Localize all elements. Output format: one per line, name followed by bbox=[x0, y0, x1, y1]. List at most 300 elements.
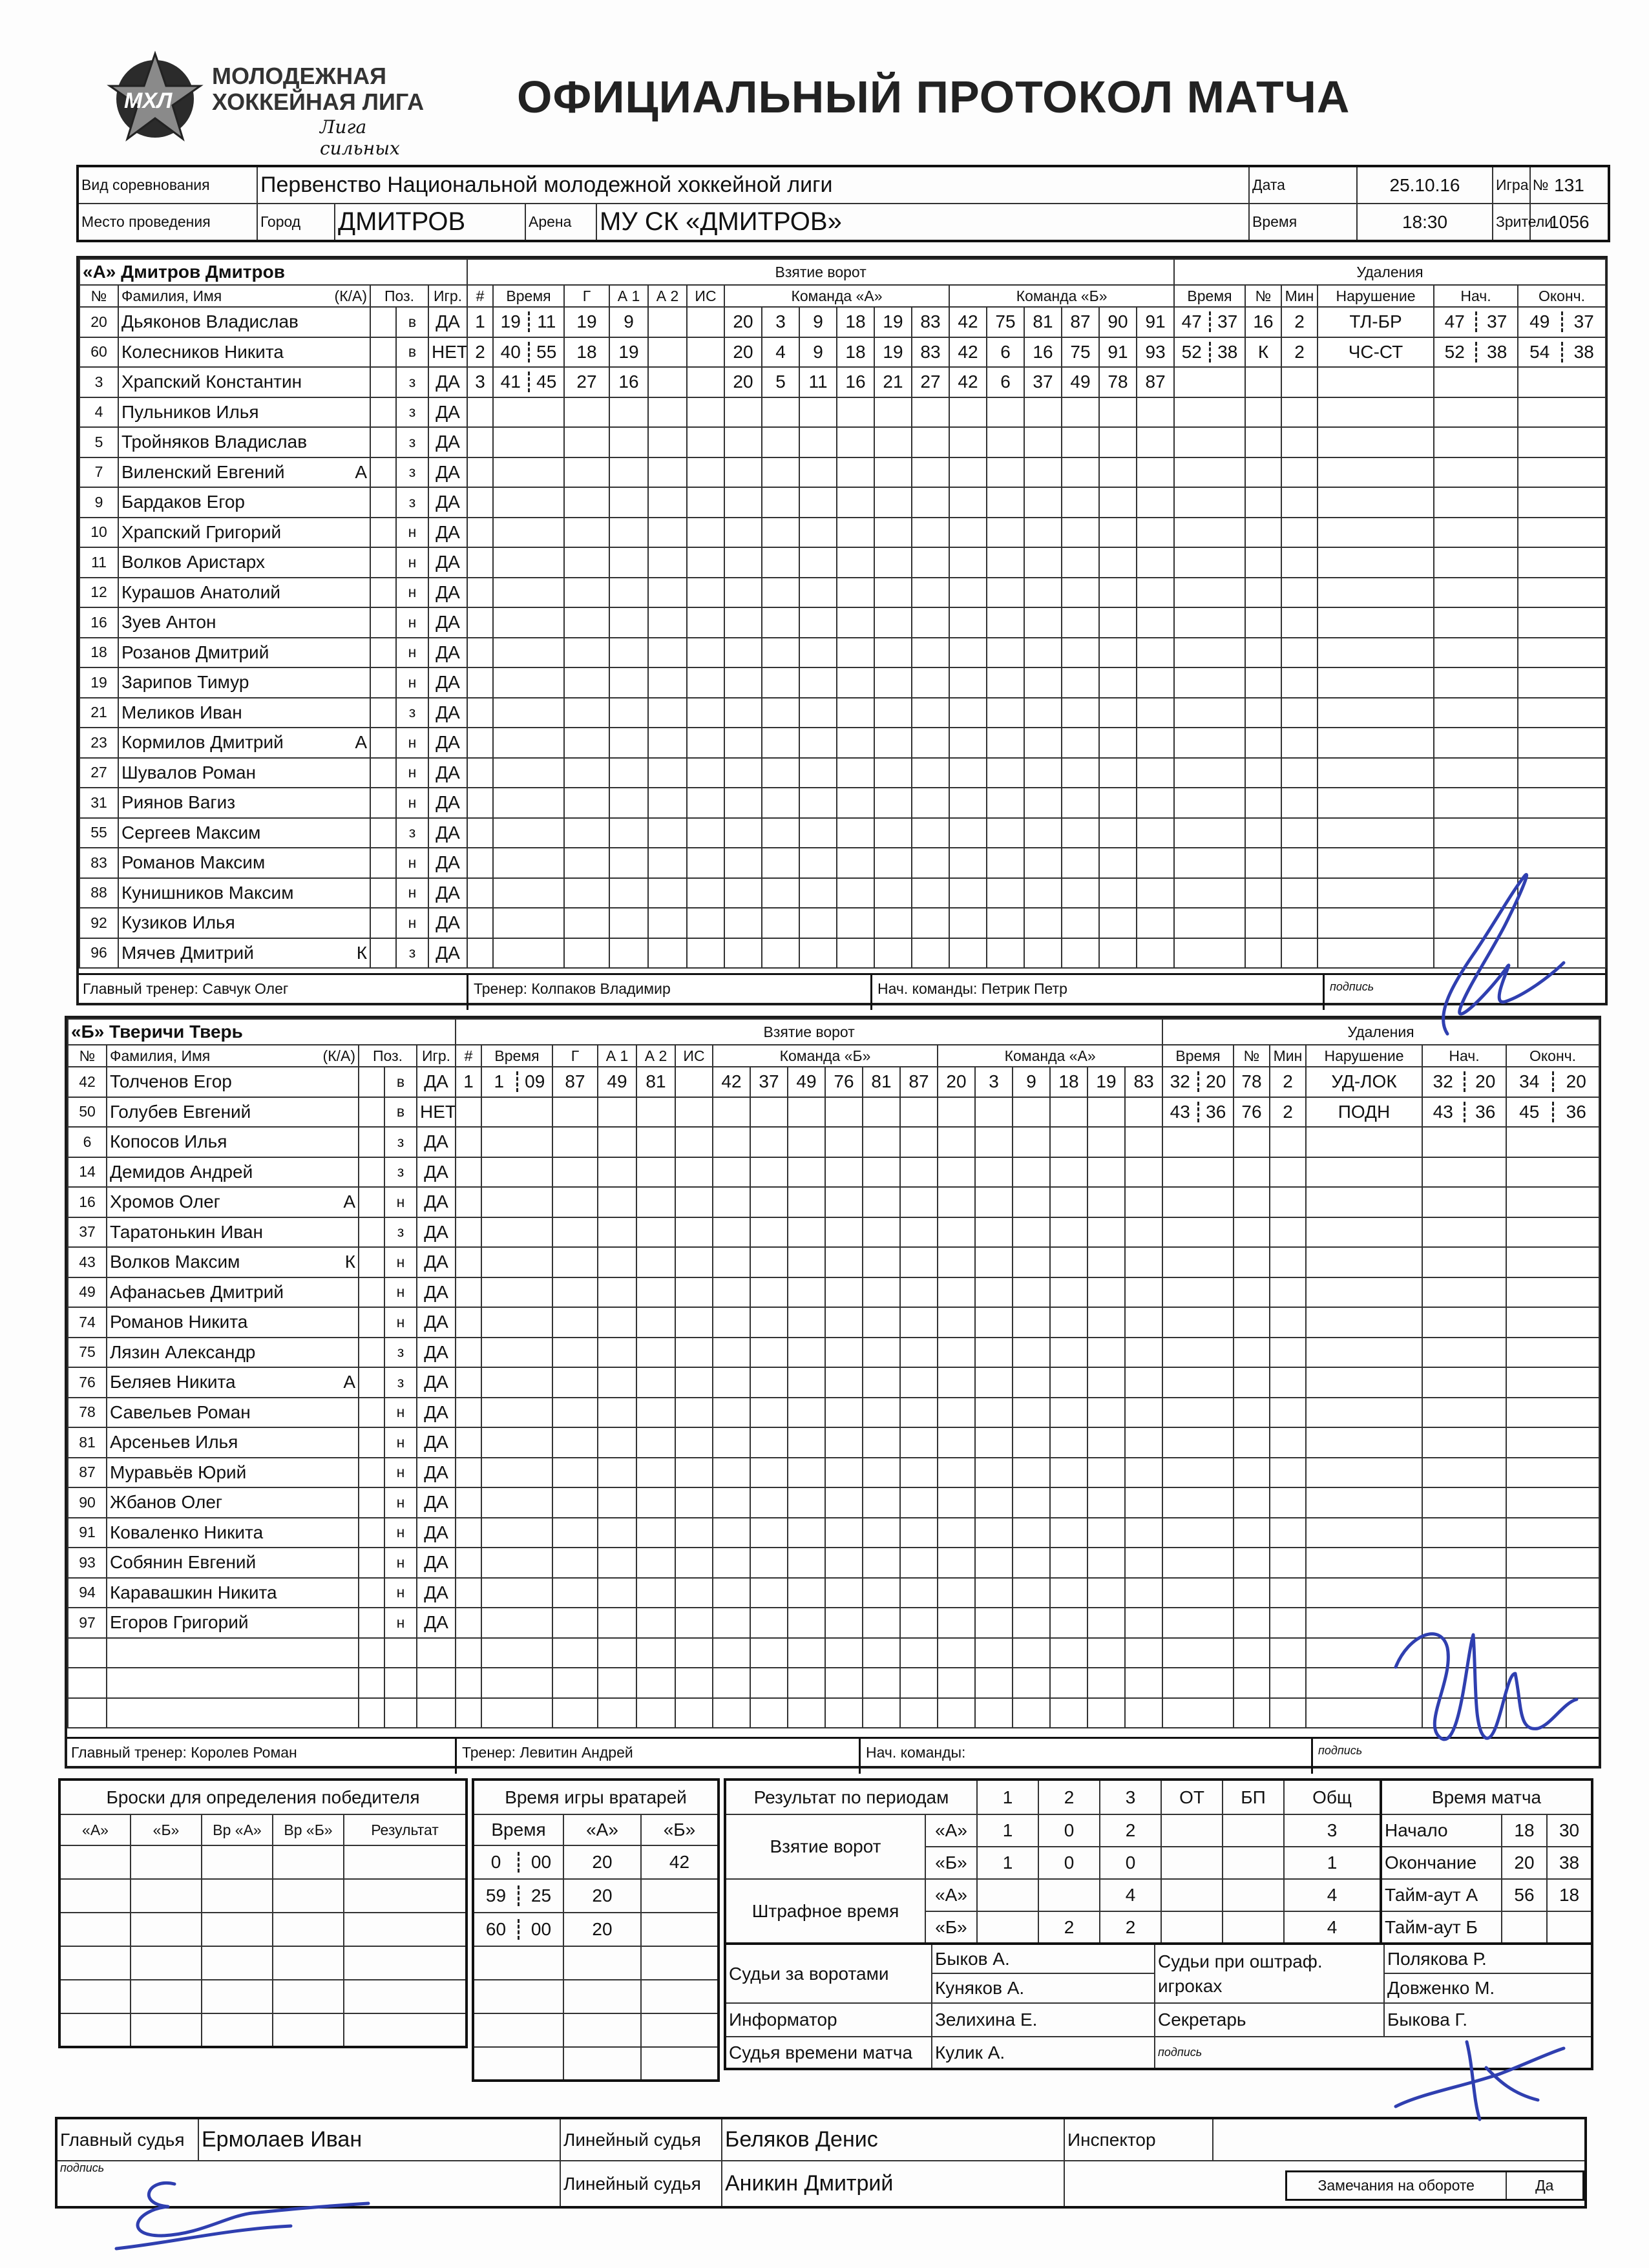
goal-own-player bbox=[799, 848, 837, 878]
goal-row bbox=[467, 578, 1174, 608]
player-played: ДА bbox=[417, 1157, 456, 1188]
goal-own-player bbox=[863, 1157, 900, 1188]
summary-section bbox=[58, 1778, 1591, 2101]
match-time-label: Окончание bbox=[1381, 1847, 1502, 1879]
goal-row bbox=[456, 1307, 1162, 1338]
player-name-text: Жбанов Олег bbox=[110, 1492, 223, 1513]
goal-opp-player bbox=[975, 1548, 1013, 1578]
player-played: ДА bbox=[428, 578, 467, 608]
player-name bbox=[118, 698, 370, 728]
player-name-text: Кунишников Максим bbox=[121, 882, 294, 903]
goal-own-player bbox=[874, 667, 912, 698]
col-pen-min: Мин bbox=[1281, 285, 1318, 307]
goal-is bbox=[675, 1247, 713, 1277]
player-position: н bbox=[384, 1247, 417, 1277]
player-number: 55 bbox=[79, 818, 118, 848]
penalties-title: Удаления bbox=[1162, 1019, 1599, 1045]
penalty-start bbox=[1434, 367, 1518, 397]
goal-assist1 bbox=[598, 1307, 636, 1338]
penalty-time bbox=[1162, 1217, 1234, 1248]
penalty-player bbox=[1234, 1307, 1270, 1338]
goal-assist1 bbox=[609, 728, 648, 758]
goal-row bbox=[456, 1157, 1162, 1188]
spacer bbox=[359, 1338, 384, 1368]
goal-own-player bbox=[713, 1578, 750, 1608]
goal-own-player bbox=[863, 1307, 900, 1338]
goal-own-player bbox=[863, 1338, 900, 1368]
penalty-time bbox=[1162, 1307, 1234, 1338]
penalty-minutes bbox=[1270, 1638, 1306, 1668]
penalty-player bbox=[1234, 1247, 1270, 1277]
logo-line1: МОЛОДЕЖНАЯ bbox=[212, 63, 386, 89]
col-is: ИС bbox=[687, 285, 724, 307]
col-assist2: А 2 bbox=[636, 1045, 675, 1067]
period-value: 2 bbox=[1038, 1911, 1100, 1944]
penalty-time bbox=[1174, 367, 1245, 397]
period-head: ОТ bbox=[1161, 1780, 1223, 1814]
player-played: ДА bbox=[417, 1518, 456, 1548]
penalty-violation bbox=[1306, 1518, 1422, 1548]
goal-row bbox=[467, 518, 1174, 548]
goal-own-player bbox=[837, 607, 874, 638]
goal-opp-player bbox=[938, 1127, 975, 1157]
penalty-violation bbox=[1318, 518, 1434, 548]
goal-opp-player bbox=[1137, 638, 1174, 668]
player-position: з bbox=[396, 397, 428, 428]
spacer bbox=[370, 638, 396, 668]
player-number: 88 bbox=[79, 878, 118, 908]
goal-own-player bbox=[750, 1217, 788, 1248]
goalie-time bbox=[473, 1946, 563, 1980]
penalty-time bbox=[1174, 487, 1245, 518]
team-a-signature bbox=[1357, 853, 1570, 1047]
penalty-row bbox=[1174, 638, 1606, 668]
goal-opp-player bbox=[938, 1608, 975, 1638]
player-name-text: Арсеньев Илья bbox=[110, 1432, 238, 1453]
penalty-minutes bbox=[1281, 607, 1318, 638]
roster-row bbox=[68, 1127, 456, 1157]
goal-own-player bbox=[788, 1398, 825, 1428]
goal-opp-player bbox=[1099, 818, 1137, 848]
goal-is bbox=[687, 547, 724, 578]
player-position: з bbox=[396, 698, 428, 728]
goal-assist2 bbox=[648, 367, 687, 397]
goal-own-player bbox=[799, 818, 837, 848]
goal-is bbox=[675, 1608, 713, 1638]
goal-own-player bbox=[837, 758, 874, 788]
goalie-time bbox=[473, 2013, 563, 2047]
goals-title: Взятие ворот bbox=[456, 1019, 1162, 1045]
match-info-table bbox=[76, 165, 1610, 242]
goal-time bbox=[493, 758, 564, 788]
goal-own-player bbox=[863, 1608, 900, 1638]
player-name-text: Беляев Никита bbox=[110, 1372, 236, 1392]
penalty-player bbox=[1245, 427, 1281, 457]
penalty-row bbox=[1174, 788, 1606, 818]
goal-assist1: 9 bbox=[609, 307, 648, 337]
player-name bbox=[118, 547, 370, 578]
goal-opp-player: 37 bbox=[1024, 367, 1062, 397]
spacer bbox=[370, 667, 396, 698]
goal-opp-player bbox=[949, 848, 987, 878]
penalty-player bbox=[1234, 1458, 1270, 1488]
goal-own-player bbox=[762, 698, 799, 728]
player-number bbox=[68, 1638, 107, 1668]
penalty-start: 32 20 bbox=[1422, 1067, 1506, 1097]
penalty-end bbox=[1518, 457, 1606, 488]
goal-opp-player bbox=[975, 1127, 1013, 1157]
penalty-start bbox=[1434, 487, 1518, 518]
penalty-violation bbox=[1318, 698, 1434, 728]
goal-opp-player bbox=[938, 1578, 975, 1608]
goal-assist1 bbox=[609, 397, 648, 428]
penalty-end bbox=[1506, 1187, 1599, 1217]
player-number: 11 bbox=[79, 547, 118, 578]
player-number: 18 bbox=[79, 638, 118, 668]
goal-row bbox=[456, 1578, 1162, 1608]
player-name-text: Меликов Иван bbox=[121, 702, 242, 722]
penalty-player bbox=[1245, 457, 1281, 488]
goal-opp-player bbox=[1062, 457, 1099, 488]
goal-is bbox=[687, 848, 724, 878]
goal-opp-player bbox=[1125, 1398, 1162, 1428]
goal-own-player bbox=[762, 397, 799, 428]
goal-own-player bbox=[762, 487, 799, 518]
goal-own-player bbox=[912, 638, 949, 668]
player-name-text: Романов Максим bbox=[121, 852, 266, 873]
penalty-start bbox=[1422, 1427, 1506, 1458]
goal-opp-player bbox=[949, 908, 987, 938]
goal-number bbox=[456, 1668, 481, 1698]
period-value bbox=[1161, 1847, 1223, 1879]
goal-own-player bbox=[825, 1217, 863, 1248]
game-label: Игра № bbox=[1493, 166, 1530, 204]
goal-number bbox=[467, 457, 493, 488]
goal-own-player bbox=[788, 1307, 825, 1338]
goal-opp-player bbox=[1137, 457, 1174, 488]
goal-opp-player bbox=[1062, 848, 1099, 878]
goal-is bbox=[675, 1157, 713, 1188]
goal-opp-player bbox=[1137, 818, 1174, 848]
penalty-end bbox=[1518, 758, 1606, 788]
goal-opp-player bbox=[1062, 607, 1099, 638]
spacer bbox=[359, 1518, 384, 1548]
goalie-time bbox=[473, 1980, 563, 2013]
goal-own-player bbox=[912, 607, 949, 638]
player-name bbox=[107, 1097, 359, 1128]
goal-own-player bbox=[713, 1097, 750, 1128]
remarks-table bbox=[1285, 2170, 1584, 2201]
penalty-violation bbox=[1306, 1217, 1422, 1248]
period-value: 3 bbox=[1284, 1814, 1381, 1847]
penalty-start bbox=[1422, 1487, 1506, 1518]
goal-opp-player bbox=[1087, 1277, 1125, 1308]
penalty-time bbox=[1174, 667, 1245, 698]
goal-opp-player bbox=[1087, 1247, 1125, 1277]
goal-row bbox=[467, 938, 1174, 969]
goal-opp-player bbox=[1099, 878, 1137, 908]
goal-own-player bbox=[762, 758, 799, 788]
goal-opp-player: 90 bbox=[1099, 307, 1137, 337]
player-played: ДА bbox=[417, 1458, 456, 1488]
goal-is bbox=[675, 1698, 713, 1728]
goal-own-player bbox=[788, 1277, 825, 1308]
player-name-text: Шувалов Роман bbox=[121, 762, 256, 782]
goal-number bbox=[467, 758, 493, 788]
penalty-player bbox=[1245, 367, 1281, 397]
goalie-b bbox=[641, 1913, 719, 1946]
goal-opp-player bbox=[1013, 1097, 1050, 1128]
goal-row bbox=[456, 1518, 1162, 1548]
period-value bbox=[1223, 1847, 1284, 1879]
penalty-player bbox=[1234, 1127, 1270, 1157]
roster-row bbox=[79, 698, 467, 728]
roster-row bbox=[68, 1578, 456, 1608]
goal-opp-player bbox=[1024, 938, 1062, 969]
goal-time bbox=[481, 1638, 552, 1668]
goal-assist1 bbox=[598, 1367, 636, 1398]
goal-assist2 bbox=[648, 487, 687, 518]
goal-opp-player bbox=[949, 698, 987, 728]
goal-time bbox=[481, 1217, 552, 1248]
penalty-end bbox=[1506, 1398, 1599, 1428]
goal-assist1 bbox=[609, 547, 648, 578]
goal-own-player bbox=[724, 848, 762, 878]
goal-opp-player bbox=[1137, 607, 1174, 638]
penalty-minutes bbox=[1270, 1458, 1306, 1488]
goal-own-player bbox=[825, 1638, 863, 1668]
goal-own-player bbox=[799, 547, 837, 578]
goal-own-player bbox=[750, 1487, 788, 1518]
penalty-violation bbox=[1306, 1247, 1422, 1277]
player-played: ДА bbox=[417, 1247, 456, 1277]
goal-opp-player bbox=[1125, 1578, 1162, 1608]
goal-assist2 bbox=[636, 1277, 675, 1308]
penalty-row bbox=[1162, 1307, 1599, 1338]
goal-opp-player: 9 bbox=[1013, 1067, 1050, 1097]
goal-own-player bbox=[912, 667, 949, 698]
spectators-label: Зрители bbox=[1493, 204, 1530, 241]
goal-scorer bbox=[552, 1398, 598, 1428]
goal-opp-player bbox=[1125, 1608, 1162, 1638]
goal-row bbox=[456, 1548, 1162, 1578]
goal-opp-player bbox=[975, 1578, 1013, 1608]
player-name bbox=[107, 1578, 359, 1608]
goal-own-player bbox=[799, 487, 837, 518]
player-number: 20 bbox=[79, 307, 118, 337]
goal-own-player bbox=[874, 908, 912, 938]
goal-opp-player bbox=[1062, 818, 1099, 848]
goal-own-player bbox=[863, 1427, 900, 1458]
player-played: ДА bbox=[428, 667, 467, 698]
goal-own-player bbox=[799, 698, 837, 728]
player-played: ДА bbox=[417, 1487, 456, 1518]
player-name-text: Дьяконов Владислав bbox=[121, 311, 299, 332]
period-team: «А» bbox=[925, 1814, 977, 1847]
penalty-start bbox=[1434, 397, 1518, 428]
penalty-player bbox=[1234, 1608, 1270, 1638]
goal-number bbox=[456, 1247, 481, 1277]
goal-own-player bbox=[912, 518, 949, 548]
player-name bbox=[107, 1487, 359, 1518]
goal-own-player bbox=[713, 1458, 750, 1488]
spacer bbox=[359, 1668, 384, 1698]
goal-own-player bbox=[799, 607, 837, 638]
goal-opp-player bbox=[1062, 518, 1099, 548]
goal-own-player bbox=[863, 1097, 900, 1128]
goal-own-player bbox=[713, 1217, 750, 1248]
penalty-start bbox=[1422, 1247, 1506, 1277]
period-head: БП bbox=[1223, 1780, 1284, 1814]
goal-opp-player bbox=[987, 728, 1024, 758]
goal-opp-player bbox=[938, 1187, 975, 1217]
goal-own-player bbox=[837, 878, 874, 908]
player-position bbox=[384, 1638, 417, 1668]
player-played: ДА bbox=[428, 307, 467, 337]
player-played: НЕТ bbox=[428, 337, 467, 368]
player-position: н bbox=[396, 758, 428, 788]
col-assist1: А 1 bbox=[609, 285, 648, 307]
penalty-row bbox=[1162, 1487, 1599, 1518]
player-number: 76 bbox=[68, 1367, 107, 1398]
goalie-time: 60 00 bbox=[473, 1913, 563, 1946]
player-name bbox=[118, 788, 370, 818]
goal-own-player bbox=[825, 1518, 863, 1548]
penalty-violation bbox=[1318, 487, 1434, 518]
goal-own-player bbox=[799, 908, 837, 938]
goal-own-player bbox=[863, 1277, 900, 1308]
match-time-hours: 20 bbox=[1502, 1847, 1547, 1879]
goal-assist1 bbox=[598, 1518, 636, 1548]
period-team: «Б» bbox=[925, 1911, 977, 1944]
penalty-player bbox=[1234, 1518, 1270, 1548]
penalty-minutes bbox=[1281, 908, 1318, 938]
goal-row bbox=[456, 1338, 1162, 1368]
player-played: ДА bbox=[417, 1367, 456, 1398]
player-played: ДА bbox=[417, 1578, 456, 1608]
penalty-start bbox=[1422, 1458, 1506, 1488]
goal-time bbox=[493, 938, 564, 969]
penalty-row bbox=[1162, 1187, 1599, 1217]
spacer bbox=[359, 1067, 384, 1097]
goal-opp-player bbox=[1125, 1187, 1162, 1217]
player-number: 4 bbox=[79, 397, 118, 428]
penalty-player bbox=[1245, 758, 1281, 788]
goal-own-player bbox=[912, 818, 949, 848]
goal-own-player bbox=[825, 1668, 863, 1698]
goalie-row bbox=[473, 1913, 719, 1946]
penalty-player bbox=[1245, 397, 1281, 428]
goalie-row bbox=[473, 2047, 719, 2081]
goal-time bbox=[481, 1338, 552, 1368]
goal-time bbox=[493, 487, 564, 518]
goal-scorer bbox=[552, 1367, 598, 1398]
goal-own-player bbox=[900, 1307, 938, 1338]
line-referee-1-label: Линейный судья bbox=[560, 2118, 722, 2161]
goal-scorer bbox=[564, 457, 609, 488]
spacer bbox=[370, 457, 396, 488]
player-name-text: Виленский Евгений bbox=[121, 461, 285, 482]
goal-opp-player bbox=[1062, 667, 1099, 698]
spacer bbox=[370, 908, 396, 938]
player-played: ДА bbox=[428, 728, 467, 758]
spacer bbox=[359, 1277, 384, 1308]
goal-assist1 bbox=[598, 1187, 636, 1217]
player-role: А bbox=[343, 1192, 355, 1212]
goal-own-player: 37 bbox=[750, 1067, 788, 1097]
competition-label: Вид соревнования bbox=[78, 166, 257, 204]
goal-assist1 bbox=[609, 427, 648, 457]
penalty-violation bbox=[1318, 728, 1434, 758]
goal-own-player bbox=[900, 1608, 938, 1638]
penalty-row bbox=[1162, 1157, 1599, 1188]
goal-row bbox=[467, 427, 1174, 457]
goal-opp-player bbox=[1024, 667, 1062, 698]
goal-number bbox=[456, 1217, 481, 1248]
player-name bbox=[118, 518, 370, 548]
team-b-roster bbox=[67, 1018, 455, 1728]
player-number: 23 bbox=[79, 728, 118, 758]
timekeeper-label: Судья времени матча bbox=[725, 2037, 932, 2069]
goal-own-player bbox=[863, 1398, 900, 1428]
goal-row bbox=[456, 1367, 1162, 1398]
logo-badge: МХЛ bbox=[124, 89, 173, 113]
penalty-time bbox=[1174, 728, 1245, 758]
goal-opp-player: 91 bbox=[1137, 307, 1174, 337]
player-name bbox=[107, 1698, 359, 1728]
goal-own-player bbox=[788, 1157, 825, 1188]
goal-opp-player bbox=[938, 1307, 975, 1338]
period-value bbox=[977, 1879, 1038, 1911]
goal-number bbox=[467, 638, 493, 668]
player-name bbox=[107, 1548, 359, 1578]
goal-scorer bbox=[552, 1157, 598, 1188]
penalty-violation bbox=[1306, 1127, 1422, 1157]
goal-time bbox=[493, 638, 564, 668]
goal-own-player bbox=[900, 1518, 938, 1548]
goal-scorer bbox=[552, 1187, 598, 1217]
player-played: ДА bbox=[417, 1307, 456, 1338]
goal-row bbox=[467, 848, 1174, 878]
player-name bbox=[107, 1307, 359, 1338]
goal-opp-player bbox=[987, 638, 1024, 668]
goal-opp-player bbox=[1099, 518, 1137, 548]
goal-assist2 bbox=[648, 457, 687, 488]
player-number: 31 bbox=[79, 788, 118, 818]
col-goal: Г bbox=[552, 1045, 598, 1067]
player-played: ДА bbox=[417, 1277, 456, 1308]
goal-own-player bbox=[762, 457, 799, 488]
penalty-judge-1: Полякова Р. bbox=[1384, 1944, 1592, 1973]
goal-opp-player bbox=[1125, 1487, 1162, 1518]
goal-opp-player bbox=[1024, 518, 1062, 548]
penalty-player bbox=[1234, 1217, 1270, 1248]
goal-own-player bbox=[863, 1367, 900, 1398]
roster-row bbox=[68, 1247, 456, 1277]
logo-slogan: Лига сильных bbox=[320, 116, 400, 159]
penalty-time bbox=[1174, 908, 1245, 938]
player-name bbox=[118, 427, 370, 457]
goal-row bbox=[456, 1277, 1162, 1308]
team-b-goals-table bbox=[455, 1018, 1163, 1728]
goal-opp-player bbox=[1050, 1487, 1087, 1518]
goal-assist1 bbox=[609, 788, 648, 818]
player-name bbox=[118, 367, 370, 397]
goal-number bbox=[456, 1698, 481, 1728]
goal-opp-player bbox=[1024, 728, 1062, 758]
goal-opp-player: 42 bbox=[949, 307, 987, 337]
goal-own-player bbox=[874, 518, 912, 548]
